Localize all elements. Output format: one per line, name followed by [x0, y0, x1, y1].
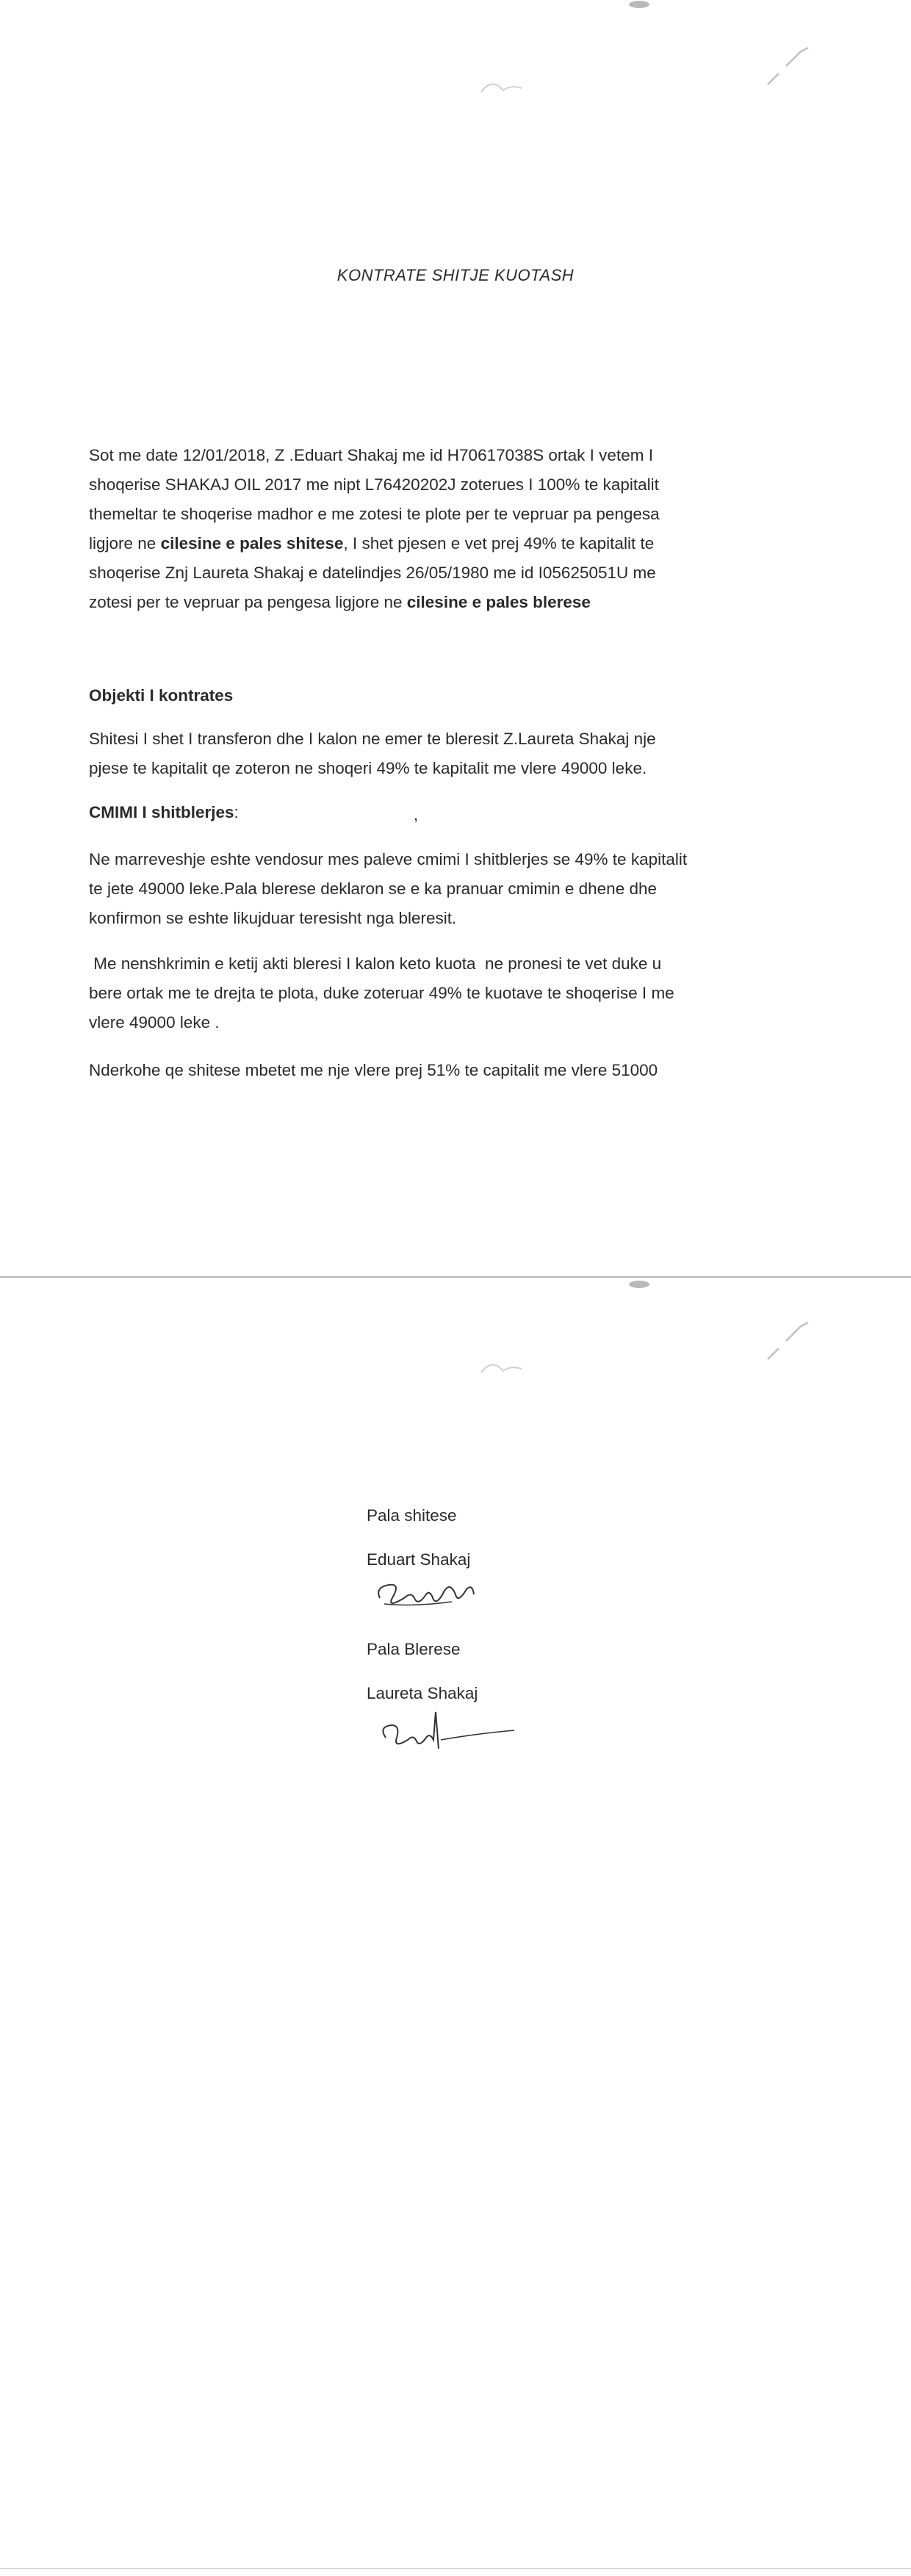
intro-paragraph — [89, 441, 816, 617]
document-title: KONTRATE SHITJE KUOTASH — [336, 266, 575, 284]
buyer-signature-icon — [371, 1705, 533, 1763]
cmimi-line: te jete 49000 leke.Pala blerese deklaron se e ka pranuar cmimin e dhene dhe — [89, 879, 657, 898]
cmimi-heading — [89, 803, 239, 822]
intro-line: shoqerise SHAKAJ OIL 2017 me nipt L76420202J zoterues I 100% te kapitalit — [89, 475, 659, 494]
seller-name: Eduart Shakaj — [367, 1550, 471, 1569]
contract-page-2 — [0, 1277, 911, 2576]
intro-text: zotesi per te vepruar pa pengesa ligjore ne — [89, 593, 407, 611]
cmimi-paragraph-3 — [89, 1056, 816, 1085]
seller-role-text: cilesine e pales shitese — [160, 534, 344, 553]
scan-mark — [478, 70, 536, 99]
buyer-name: Laureta Shakaj — [367, 1684, 478, 1702]
scan-mark — [624, 1280, 654, 1295]
scan-mark — [624, 0, 654, 15]
intro-text: , I shet pjesen e vet prej 49% te kapitalit te — [343, 534, 655, 553]
cmimi-line: vlere 49000 leke . — [89, 1013, 220, 1032]
cmimi-line: Nderkohe qe shitese mbetet me nje vlere prej 51% te capitalit me vlere 51000 — [89, 1061, 658, 1079]
intro-line — [89, 588, 816, 617]
cmimi-line: konfirmon se eshte likujduar teresisht nga bleresit. — [89, 909, 457, 927]
objekti-line: Shitesi I shet I transferon dhe I kalon ne emer te bleresit Z.Laureta Shakaj nje — [89, 730, 656, 748]
buyer-role-text: cilesine e pales blerese — [406, 593, 591, 611]
page-divider — [0, 1276, 911, 1278]
scan-mark — [764, 1315, 815, 1367]
cmimi-line: Ne marreveshje eshte vendosur mes paleve cmimi I shitblerjes se 49% te kapitalit — [89, 850, 688, 868]
cmimi-line: bere ortak me te drejta te plota, duke zoteruar 49% te kuotave te shoqerise I me — [89, 984, 674, 1002]
contract-page-1 — [0, 0, 911, 1277]
intro-line — [89, 529, 816, 558]
scan-mark — [478, 1350, 536, 1380]
intro-line: shoqerise Znj Laureta Shakaj e datelindjes 26/05/1980 me id I05625051U me — [89, 564, 656, 582]
cmimi-line: Me nenshkrimin e ketij akti bleresi I kalon keto kuota ne pronesi te vet duke u — [89, 954, 662, 973]
page-bottom-edge — [0, 2568, 911, 2569]
seller-signature-icon — [371, 1569, 489, 1620]
objekti-heading: Objekti I kontrates — [89, 686, 234, 705]
objekti-paragraph — [89, 724, 816, 783]
cmimi-paragraph-2 — [89, 949, 816, 1037]
intro-line: themeltar te shoqerise madhor e me zotesi te plote per te vepruar pa pengesa — [89, 505, 660, 523]
scan-mark — [764, 40, 815, 92]
intro-line: Sot me date 12/01/2018, Z .Eduart Shakaj me id H70617038S ortak I vetem I — [89, 446, 653, 464]
intro-text: ligjore ne — [89, 534, 161, 553]
stray-comma: , — [414, 805, 419, 824]
cmimi-heading-colon: : — [234, 803, 239, 821]
cmimi-heading-text: CMIMI I shitblerjes — [89, 803, 234, 821]
seller-party-label: Pala shitese — [367, 1506, 457, 1525]
buyer-party-label: Pala Blerese — [367, 1640, 461, 1658]
cmimi-paragraph-1 — [89, 845, 816, 933]
objekti-line: pjese te kapitalit qe zoteron ne shoqeri 49% te kapitalit me vlere 49000 leke. — [89, 759, 647, 777]
